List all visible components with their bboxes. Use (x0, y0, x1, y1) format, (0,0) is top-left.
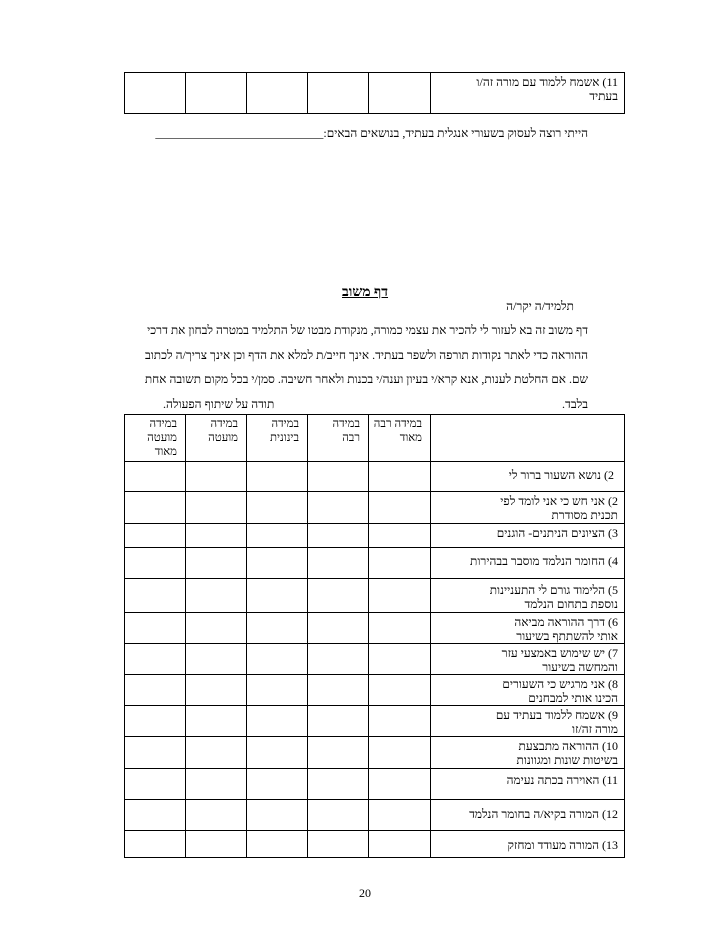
rating-cell[interactable] (125, 73, 186, 114)
header-very-little: במידה מועטה מאוד (125, 415, 186, 462)
statement-cell: 6) דרך ההוראה מביאה אותי להשתתף בשיעור (431, 613, 625, 644)
table-row (125, 706, 625, 737)
rating-cell[interactable] (308, 769, 369, 800)
rating-cell[interactable] (247, 613, 308, 644)
rating-cell[interactable] (186, 613, 247, 644)
rating-cell[interactable] (369, 73, 431, 114)
rating-cell[interactable] (308, 613, 369, 644)
rating-cell[interactable] (186, 706, 247, 737)
rating-cell[interactable] (247, 644, 308, 675)
page-title: דף משוב (341, 285, 389, 300)
rating-cell[interactable] (186, 737, 247, 769)
rating-cell[interactable] (369, 675, 431, 706)
rating-cell[interactable] (308, 831, 369, 858)
statement-cell: 11) האוירה בכתה נעימה (431, 769, 625, 800)
rating-cell[interactable] (125, 737, 186, 769)
rating-cell[interactable] (369, 462, 431, 492)
rating-cell[interactable] (247, 706, 308, 737)
rating-cell[interactable] (369, 548, 431, 579)
rating-cell[interactable] (369, 737, 431, 769)
intro-line-1: דף משוב זה בא לעזור לי להכיר את עצמי כמורה, מנקודת מבטו של התלמיד במטרה לבחון את דרכי (147, 323, 588, 337)
rating-cell[interactable] (125, 462, 186, 492)
intro-line-2: ההוראה כדי לאתר נקודות תורפה ולשפר בעתיד. אינך חייב/ת למלא את הדף וכן אינך צריך/ה לכתוב (144, 348, 588, 362)
rating-cell[interactable] (369, 492, 431, 524)
rating-cell[interactable] (186, 831, 247, 858)
rating-cell[interactable] (369, 613, 431, 644)
rating-cell[interactable] (308, 548, 369, 579)
rating-cell[interactable] (308, 737, 369, 769)
statement-cell: 2) נושא השעור ברור לי (431, 462, 625, 492)
rating-cell[interactable] (186, 800, 247, 831)
rating-cell[interactable] (186, 73, 247, 114)
rating-cell[interactable] (369, 579, 431, 613)
table-row (125, 613, 625, 644)
rating-cell[interactable] (247, 524, 308, 548)
top-rating-table (124, 72, 625, 114)
rating-cell[interactable] (186, 769, 247, 800)
table-row (125, 492, 625, 524)
header-very-much: במידה רבה מאוד (369, 415, 431, 462)
rating-cell[interactable] (125, 492, 186, 524)
rating-cell[interactable] (186, 462, 247, 492)
table-row (125, 579, 625, 613)
table-row (125, 831, 625, 858)
table-row (125, 675, 625, 706)
rating-cell[interactable] (308, 73, 369, 114)
rating-cell[interactable] (247, 579, 308, 613)
table-row (125, 548, 625, 579)
rating-cell[interactable] (186, 548, 247, 579)
table-row (125, 462, 625, 492)
table-row (125, 524, 625, 548)
future-topics-blank[interactable]: ____________________________ (155, 126, 324, 140)
rating-cell[interactable] (369, 706, 431, 737)
rating-cell[interactable] (308, 644, 369, 675)
rating-cell[interactable] (369, 800, 431, 831)
rating-cell[interactable] (125, 524, 186, 548)
rating-cell[interactable] (186, 675, 247, 706)
table-row (125, 769, 625, 800)
header-blank (431, 415, 625, 462)
rating-cell[interactable] (247, 737, 308, 769)
rating-cell[interactable] (247, 548, 308, 579)
header-row (125, 415, 625, 462)
rating-cell[interactable] (125, 769, 186, 800)
statement-cell: 12) המורה בקיא/ה בחומר הנלמד (431, 800, 625, 831)
table-row (125, 737, 625, 769)
rating-cell[interactable] (125, 831, 186, 858)
thanks-note: תודה על שיתוף הפעולה. (163, 397, 275, 411)
rating-cell[interactable] (186, 644, 247, 675)
statement-cell: 4) החומר הנלמד מוסבר בבהירות (431, 548, 625, 579)
header-much: במידה רבה (308, 415, 369, 462)
statement-cell: 5) הלימוד גורם לי התעניינות נוספת בתחום הנלמד (431, 579, 625, 613)
statement-cell: 7) יש שימוש באמצעי עזר והמחשה בשיעור (431, 644, 625, 675)
header-medium: במידה בינונית (247, 415, 308, 462)
intro-line-4: בלבד. (562, 397, 588, 411)
rating-cell[interactable] (186, 524, 247, 548)
future-topics-label: הייתי רוצה לעסוק בשעורי אנגלית בעתיד, בנושאים הבאים: (323, 126, 588, 140)
rating-cell[interactable] (369, 831, 431, 858)
rating-cell[interactable] (247, 800, 308, 831)
intro-line-3: שם. אם החלטת לענות, אנא קרא/י בעיון וענה/י בכנות ולאחר חשיבה. סמן/י בכל מקום תשובה אחת (144, 372, 588, 386)
rating-cell[interactable] (247, 675, 308, 706)
rating-cell[interactable] (308, 706, 369, 737)
rating-cell[interactable] (247, 73, 308, 114)
rating-cell[interactable] (125, 613, 186, 644)
statement-cell: 10) ההוראה מתבצעת בשיטות שונות ומגוונות (431, 737, 625, 769)
header-little: במידה מועטה (186, 415, 247, 462)
feedback-table (124, 414, 625, 858)
rating-cell[interactable] (186, 492, 247, 524)
statement-cell: 8) אני מרגיש כי השעורים הכינו אותי למבחנים (431, 675, 625, 706)
statement-cell: 2) אני חש כי אני לומד לפי תכנית מסודרת (431, 492, 625, 524)
greeting: תלמיד/ה יקר/ה (506, 299, 574, 313)
statement-cell: 11) אשמח ללמוד עם מורה זה/ו בעתיד (431, 73, 625, 114)
page-number: 20 (359, 886, 371, 900)
rating-cell[interactable] (125, 644, 186, 675)
rating-cell[interactable] (125, 800, 186, 831)
table-row (125, 644, 625, 675)
rating-cell[interactable] (369, 769, 431, 800)
rating-cell[interactable] (125, 579, 186, 613)
rating-cell[interactable] (369, 644, 431, 675)
rating-cell[interactable] (308, 462, 369, 492)
rating-cell[interactable] (247, 769, 308, 800)
rating-cell[interactable] (247, 831, 308, 858)
rating-cell[interactable] (308, 524, 369, 548)
statement-cell: 9) אשמח ללמוד בעתיד עם מורה זה/זו (431, 706, 625, 737)
rating-cell[interactable] (369, 524, 431, 548)
statement-cell: 3) הציונים הניתנים- הוגנים (431, 524, 625, 548)
rating-cell[interactable] (125, 675, 186, 706)
rating-cell[interactable] (308, 800, 369, 831)
rating-cell[interactable] (186, 579, 247, 613)
rating-cell[interactable] (125, 548, 186, 579)
rating-cell[interactable] (308, 492, 369, 524)
rating-cell[interactable] (308, 579, 369, 613)
rating-cell[interactable] (308, 675, 369, 706)
future-topics-line (155, 126, 588, 141)
table-row (125, 800, 625, 831)
rating-cell[interactable] (247, 462, 308, 492)
rating-cell[interactable] (125, 706, 186, 737)
statement-cell: 13) המורה מעודד ומחזק (431, 831, 625, 858)
rating-cell[interactable] (247, 492, 308, 524)
